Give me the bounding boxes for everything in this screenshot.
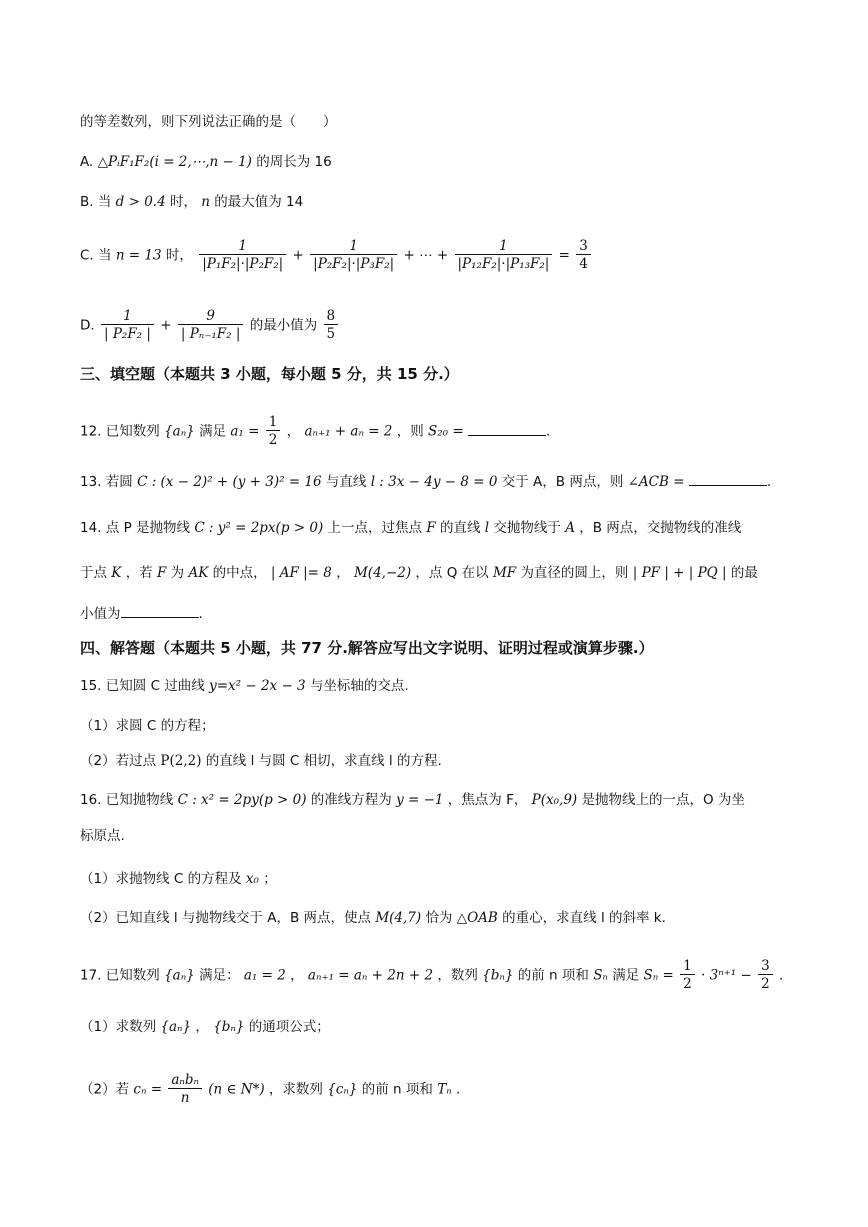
option-text: 时， bbox=[169, 194, 197, 210]
math-expression: △PᵢF₁F₂(i = 2,⋯,n − 1) bbox=[97, 154, 252, 170]
math-expression: {aₙ} bbox=[164, 967, 195, 984]
question-text: 满足 bbox=[612, 967, 640, 984]
math-expression: d > 0.4 bbox=[115, 194, 166, 210]
question-text: （1）求数列 bbox=[80, 1019, 157, 1035]
math-expression: {bₙ} bbox=[482, 967, 514, 984]
math-expression: {aₙ} bbox=[164, 423, 195, 440]
question-text: . bbox=[779, 967, 784, 984]
question-text: . bbox=[766, 474, 772, 490]
question-text: 已知圆 C 过曲线 bbox=[105, 678, 205, 694]
question-number: 13. bbox=[80, 474, 102, 490]
operator: = bbox=[558, 247, 570, 264]
math-expression: cₙ = bbox=[133, 1081, 163, 1098]
question-text: ，焦点为 F， bbox=[447, 792, 528, 808]
operator: + bbox=[292, 247, 304, 264]
math-variable: n bbox=[201, 194, 210, 210]
question-text: （2）已知直线 l 与抛物线交于 A，B 两点，使点 bbox=[80, 910, 372, 926]
fraction: $\frac{8}{5}$ bbox=[324, 308, 339, 343]
question-text: 上一点，过焦点 bbox=[327, 520, 423, 536]
question-13 bbox=[80, 471, 771, 492]
math-expression: P(2,2) bbox=[160, 753, 202, 769]
intro-line bbox=[80, 112, 337, 132]
question-text: （2）若 bbox=[80, 1081, 130, 1098]
math-expression: M(4,−2) bbox=[353, 565, 412, 581]
question-text: 已知数列 bbox=[105, 423, 160, 440]
question-text: ，B 两点，交抛物线的准线 bbox=[579, 520, 742, 536]
option-text: 的周长为 16 bbox=[256, 154, 332, 170]
option-text: 的最小值为 bbox=[249, 317, 318, 334]
math-expression: | PF | + | PQ | bbox=[632, 565, 727, 581]
option-d bbox=[80, 308, 340, 343]
question-number: 16. bbox=[80, 792, 102, 808]
question-17 bbox=[80, 958, 783, 993]
question-17-part-2 bbox=[80, 1072, 460, 1107]
fraction: $\frac{1}{2}$ bbox=[680, 958, 695, 993]
question-text: 是抛物线上的一点，O 为坐 bbox=[581, 792, 745, 808]
option-label: C. bbox=[80, 247, 94, 264]
option-label: D. bbox=[80, 317, 95, 334]
question-number: 12. bbox=[80, 423, 102, 440]
fraction: $\frac{1}{2}$ bbox=[266, 414, 281, 449]
math-expression: △OAB bbox=[456, 910, 498, 926]
question-15-part-1: （1）求圆 C 的方程； bbox=[80, 718, 215, 734]
option-text: 当 bbox=[98, 247, 112, 264]
math-expression: n = 13 bbox=[115, 247, 162, 264]
math-expression: y=x² − 2x − 3 bbox=[209, 678, 306, 694]
option-text: 的最大值为 14 bbox=[214, 194, 304, 210]
question-text: 小值为 bbox=[80, 606, 121, 622]
question-text: 的通项公式； bbox=[248, 1019, 330, 1035]
question-text: 的准线方程为 bbox=[310, 792, 392, 808]
option-text: 当 bbox=[97, 194, 112, 210]
question-16-line-2: 标原点. bbox=[80, 828, 125, 844]
math-expression: ∠ACB = bbox=[627, 474, 685, 490]
question-text: 已知数列 bbox=[105, 967, 160, 984]
fraction: $\frac{\text{aₙbₙ}}{n}$ bbox=[168, 1072, 202, 1107]
option-label: A. bbox=[80, 154, 94, 170]
section-heading-3: 三、填空题（本题共 3 小题，每小题 5 分，共 15 分.） bbox=[80, 365, 459, 383]
math-expression: l bbox=[484, 520, 490, 536]
math-expression: C : y² = 2px(p > 0) bbox=[194, 520, 324, 536]
math-expression: F bbox=[426, 520, 436, 536]
math-expression: x₀ bbox=[245, 871, 259, 887]
math-expression: · 3ⁿ⁺¹ − bbox=[701, 967, 752, 984]
fraction: $\frac{3}{2}$ bbox=[758, 958, 773, 993]
question-text: 与坐标轴的交点. bbox=[309, 678, 409, 694]
math-expression: MF bbox=[492, 565, 517, 581]
question-text: 为直径的圆上，则 bbox=[520, 565, 629, 581]
fraction: $\frac{1}{\text{|P₂F₂|·|P₃F₂|}}$ bbox=[310, 238, 397, 273]
section-heading-4: 四、解答题（本题共 5 小题，共 77 分.解答应写出文字说明、证明过程或演算步骤.） bbox=[80, 639, 654, 657]
math-expression: AK bbox=[188, 565, 209, 581]
fraction: $\frac{9}{\text{| Pₙ₋₁F₂ |}}$ bbox=[178, 308, 244, 343]
question-text: ，求数列 bbox=[268, 1081, 323, 1098]
question-14-line-3 bbox=[80, 603, 203, 624]
question-text: 满足 bbox=[199, 423, 227, 440]
option-text: 时， bbox=[165, 247, 193, 264]
question-number: 15. bbox=[80, 678, 102, 694]
question-text: ； bbox=[263, 871, 277, 887]
fraction: $\frac{1}{\text{|P₁F₂|·|P₂F₂|}}$ bbox=[199, 238, 286, 273]
math-expression: F bbox=[156, 565, 167, 581]
question-text: （2）若过点 bbox=[80, 753, 157, 769]
question-text: ， bbox=[286, 423, 301, 440]
question-text: . bbox=[545, 423, 551, 440]
question-text: ， bbox=[336, 565, 350, 581]
math-expression: {cₙ} bbox=[327, 1081, 358, 1098]
option-c bbox=[80, 238, 593, 273]
question-14-line-1 bbox=[80, 518, 741, 538]
question-16-line-1 bbox=[80, 790, 745, 810]
math-expression: Tₙ bbox=[437, 1081, 452, 1098]
question-number: 17. bbox=[80, 967, 102, 984]
question-text: . bbox=[198, 606, 203, 622]
math-expression: a₁ = 2 bbox=[243, 967, 286, 984]
math-expression: C : (x − 2)² + (y + 3)² = 16 bbox=[137, 474, 322, 490]
option-b bbox=[80, 192, 303, 212]
operator: + bbox=[160, 317, 172, 334]
question-15-part-2 bbox=[80, 751, 442, 771]
answer-blank bbox=[689, 471, 767, 486]
answer-blank bbox=[121, 603, 199, 618]
math-expression: (n ∈ N*) bbox=[208, 1081, 265, 1098]
question-text: ，点 Q 在以 bbox=[415, 565, 489, 581]
question-17-part-1 bbox=[80, 1017, 330, 1037]
question-text: （1）求抛物线 C 的方程及 bbox=[80, 871, 242, 887]
question-text: 与直线 bbox=[325, 474, 367, 490]
question-text: 点 P 是抛物线 bbox=[105, 520, 191, 536]
math-expression: S₂₀ = bbox=[428, 423, 464, 440]
fraction: $\frac{1}{\text{| P₂F₂ |}}$ bbox=[101, 308, 154, 343]
math-expression: Sₙ = bbox=[643, 967, 674, 984]
fraction: $\frac{3}{4}$ bbox=[576, 238, 591, 273]
math-expression: M(4,7) bbox=[375, 910, 422, 926]
math-expression: aₙ₊₁ + aₙ = 2 bbox=[304, 423, 393, 440]
question-text: 为 bbox=[170, 565, 185, 581]
question-text: ，则 bbox=[396, 423, 424, 440]
math-expression: aₙ₊₁ = aₙ + 2n + 2 bbox=[307, 967, 434, 984]
math-expression: Sₙ bbox=[593, 967, 608, 984]
question-text: 的中点， bbox=[212, 565, 267, 581]
question-text: 交于 A，B 两点，则 bbox=[501, 474, 624, 490]
option-label: B. bbox=[80, 194, 94, 210]
question-12 bbox=[80, 414, 550, 449]
math-expression: y = −1 bbox=[396, 792, 444, 808]
question-14-line-2 bbox=[80, 563, 758, 583]
fraction: $\frac{1}{\text{|P₁₂F₂|·|P₁₃F₂|}}$ bbox=[455, 238, 553, 273]
math-expression: {aₙ} bbox=[160, 1019, 192, 1035]
question-text: 的前 n 项和 bbox=[517, 967, 589, 984]
question-text: 的直线 bbox=[439, 520, 481, 536]
math-expression: C : x² = 2py(p > 0) bbox=[177, 792, 307, 808]
math-expression: l : 3x − 4y − 8 = 0 bbox=[370, 474, 498, 490]
question-text: 的前 n 项和 bbox=[361, 1081, 433, 1098]
question-text: . bbox=[455, 1081, 461, 1098]
answer-blank bbox=[468, 421, 546, 436]
question-text: ，数列 bbox=[437, 967, 478, 984]
question-text: 交抛物线于 bbox=[493, 520, 561, 536]
question-text: 已知抛物线 bbox=[105, 792, 174, 808]
math-expression: {bₙ} bbox=[213, 1019, 245, 1035]
math-expression: a₁ = bbox=[230, 423, 260, 440]
math-expression: | AF |= 8 bbox=[270, 565, 332, 581]
question-text: ，若 bbox=[125, 565, 153, 581]
question-text: ， bbox=[290, 967, 304, 984]
question-text: 于点 bbox=[80, 565, 107, 581]
question-text: 的重心，求直线 l 的斜率 k. bbox=[502, 910, 666, 926]
operator: + ⋯ + bbox=[403, 247, 449, 264]
question-text: 的直线 l 与圆 C 相切，求直线 l 的方程. bbox=[205, 753, 442, 769]
question-text: ， bbox=[195, 1019, 209, 1035]
question-text: 恰为 bbox=[425, 910, 453, 926]
question-text: 满足： bbox=[199, 967, 240, 984]
question-16-part-2 bbox=[80, 908, 666, 928]
math-expression: A bbox=[565, 520, 575, 536]
question-16-part-1 bbox=[80, 869, 277, 889]
question-text: 的最 bbox=[730, 565, 758, 581]
question-number: 14. bbox=[80, 520, 102, 536]
math-expression: P(x₀,9) bbox=[531, 792, 578, 808]
intro-text: 的等差数列，则下列说法正确的是（ ） bbox=[80, 114, 337, 130]
question-15 bbox=[80, 676, 409, 696]
option-a bbox=[80, 152, 332, 172]
math-expression: K bbox=[111, 565, 122, 581]
question-text: 若圆 bbox=[105, 474, 133, 490]
